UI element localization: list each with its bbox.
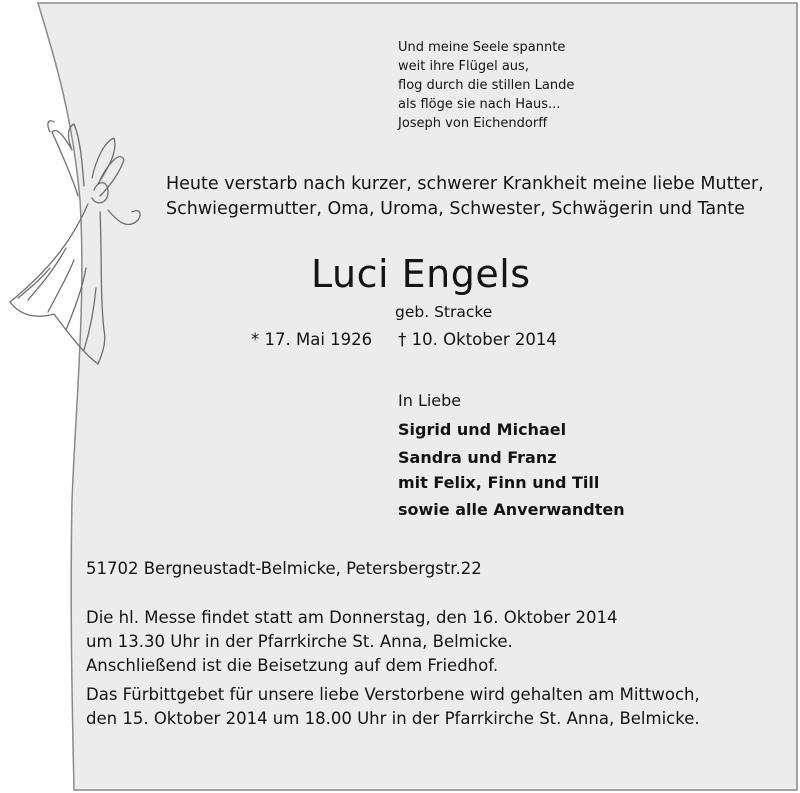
birth-date: * 17. Mai 1926: [251, 330, 373, 349]
announcement-line: Schwiegermutter, Oma, Uroma, Schwester, Schwägerin und Tante: [166, 199, 745, 219]
mass-info: [86, 606, 618, 678]
poem: [398, 38, 574, 133]
address: 51702 Bergneustadt-Belmicke, Petersbergstr.22: [86, 559, 482, 578]
prayer-line: Das Fürbittgebet für unsere liebe Verstorbene wird gehalten am Mittwoch,: [86, 685, 700, 704]
mass-line: Anschließend ist die Beisetzung auf dem Friedhof.: [86, 656, 499, 675]
mourner-line: mit Felix, Finn und Till: [398, 473, 600, 492]
mourner-line: sowie alle Anverwandten: [398, 500, 625, 519]
announcement-line: Heute verstarb nach kurzer, schwerer Krankheit meine liebe Mutter,: [166, 174, 764, 194]
prayer-info: [86, 683, 700, 731]
deceased-name: Luci Engels: [311, 252, 531, 296]
poem-author: Joseph von Eichendorff: [398, 116, 548, 131]
mass-line: Die hl. Messe findet statt am Donnerstag, den 16. Oktober 2014: [86, 608, 618, 627]
mourner-line: Sigrid und Michael: [398, 420, 567, 439]
poem-line: als flöge sie nach Haus...: [398, 97, 561, 112]
poem-line: flog durch die stillen Lande: [398, 78, 575, 93]
life-dates: [251, 329, 557, 351]
mourners-group: [398, 497, 625, 522]
prayer-line: den 15. Oktober 2014 um 18.00 Uhr in der Pfarrkirche St. Anna, Belmicke.: [86, 709, 700, 728]
poem-line: weit ihre Flügel aus,: [398, 59, 529, 74]
poem-line: Und meine Seele spannte: [398, 40, 566, 55]
announcement: [166, 172, 764, 222]
mourners-group: [398, 417, 566, 442]
mourners-group: [398, 445, 599, 495]
death-date: † 10. Oktober 2014: [398, 330, 557, 349]
maiden-name: geb. Stracke: [395, 303, 493, 321]
mourners-intro: In Liebe: [398, 391, 462, 410]
mass-line: um 13.30 Uhr in der Pfarrkirche St. Anna, Belmicke.: [86, 632, 513, 651]
mourner-line: Sandra und Franz: [398, 448, 557, 467]
